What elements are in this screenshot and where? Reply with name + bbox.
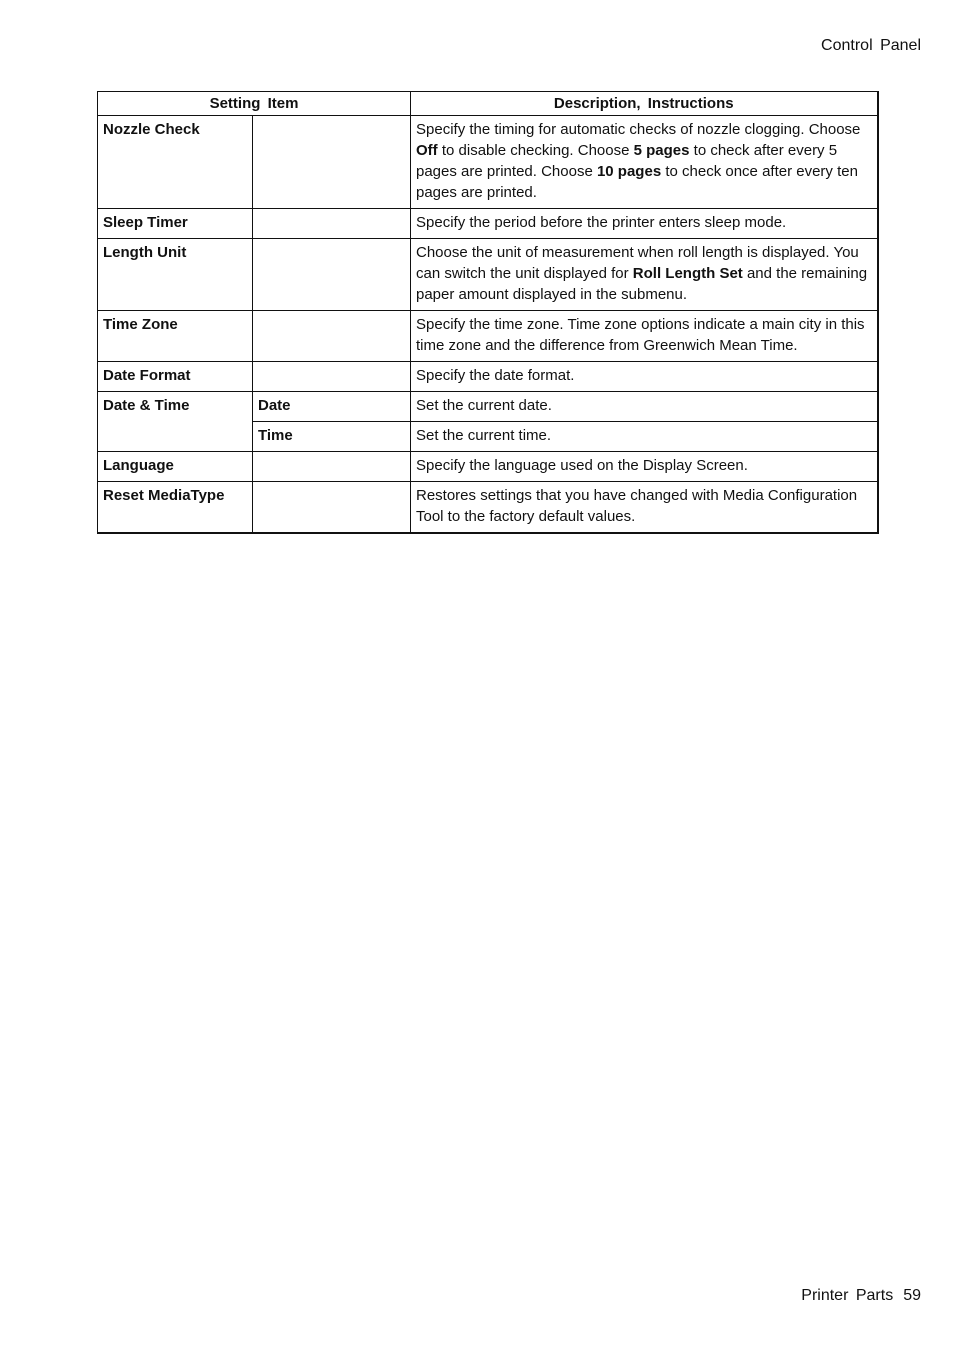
table-row-date-format bbox=[98, 362, 878, 392]
table-row-nozzle-check bbox=[98, 116, 878, 209]
description-emphasis: Off bbox=[416, 142, 438, 159]
setting-subitem bbox=[253, 239, 411, 311]
setting-subitem: Time bbox=[253, 422, 411, 452]
table-row-reset-mediatype bbox=[98, 482, 878, 534]
setting-subitem bbox=[253, 362, 411, 392]
setting-item: Nozzle Check bbox=[98, 116, 253, 209]
setting-subitem: Date bbox=[253, 392, 411, 422]
header-setting-item: Setting Item bbox=[98, 92, 411, 116]
setting-item: Reset MediaType bbox=[98, 482, 253, 534]
setting-item: Sleep Timer bbox=[98, 209, 253, 239]
description-text: Specify the timing for automatic checks of nozzle clogging. Choose bbox=[416, 121, 861, 138]
page-number: 59 bbox=[903, 1287, 921, 1304]
setting-subitem bbox=[253, 209, 411, 239]
setting-description: Restores settings that you have changed with Media Configuration Tool to the factory default values. bbox=[411, 482, 878, 534]
page-footer bbox=[801, 1287, 921, 1305]
table-row-sleep-timer bbox=[98, 209, 878, 239]
footer-section-title: Printer Parts bbox=[801, 1287, 894, 1304]
header-description: Description, Instructions bbox=[411, 92, 878, 116]
description-text: to disable checking. Choose bbox=[437, 142, 634, 159]
description-text: to check once after every ten pages are printed. bbox=[416, 163, 858, 201]
setting-description: Specify the language used on the Display Screen. bbox=[411, 452, 878, 482]
setting-item: Time Zone bbox=[98, 311, 253, 362]
table-row-time-zone bbox=[98, 311, 878, 362]
setting-subitem bbox=[253, 311, 411, 362]
setting-item: Language bbox=[98, 452, 253, 482]
description-text: Choose the unit of measurement when roll length is displayed. You can switch the unit displayed for bbox=[416, 244, 859, 282]
table-header-row bbox=[98, 92, 878, 116]
setting-description: Set the current time. bbox=[411, 422, 878, 452]
setting-description bbox=[411, 239, 878, 311]
setting-subitem bbox=[253, 452, 411, 482]
setting-description: Specify the date format. bbox=[411, 362, 878, 392]
table-row-length-unit bbox=[98, 239, 878, 311]
setting-item: Date Format bbox=[98, 362, 253, 392]
description-emphasis: 5 pages bbox=[633, 142, 690, 159]
table-row-language bbox=[98, 452, 878, 482]
settings-table bbox=[97, 91, 879, 534]
running-header-title: Control Panel bbox=[821, 37, 921, 54]
setting-description bbox=[411, 116, 878, 209]
setting-description: Set the current date. bbox=[411, 392, 878, 422]
setting-subitem bbox=[253, 482, 411, 534]
setting-item: Length Unit bbox=[98, 239, 253, 311]
setting-description: Specify the time zone. Time zone options indicate a main city in this time zone and the difference from Greenwich Mean Time. bbox=[411, 311, 878, 362]
table-row-date-time-date bbox=[98, 392, 878, 422]
setting-description: Specify the period before the printer enters sleep mode. bbox=[411, 209, 878, 239]
description-emphasis: Roll Length Set bbox=[632, 265, 743, 282]
description-text: to check after every 5 pages are printed. Choose bbox=[416, 142, 838, 180]
description-text: and the remaining paper amount displayed in the submenu. bbox=[416, 265, 868, 303]
description-emphasis: 10 pages bbox=[596, 163, 662, 180]
setting-subitem bbox=[253, 116, 411, 209]
setting-item: Date & Time bbox=[98, 392, 253, 452]
